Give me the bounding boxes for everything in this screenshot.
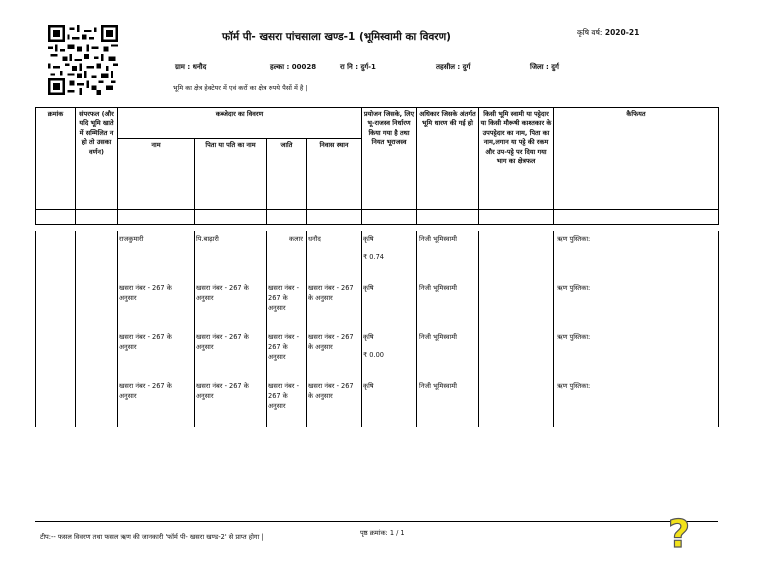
row-right: निजी भूमिस्वामी (419, 382, 457, 390)
header-table (35, 107, 719, 225)
row-father: खसरा नंबर - 267 के अनुसार (196, 284, 249, 303)
crop-year (577, 28, 639, 38)
column-rule (718, 231, 719, 427)
row-residence: धनौद (308, 235, 321, 243)
row-name: खसरा नंबर - 267 के अनुसार (119, 382, 172, 401)
column-rule (75, 231, 76, 427)
row-purpose: कृषि (363, 235, 374, 243)
year-label: कृषि वर्ष: (577, 28, 603, 37)
row-residence: खसरा नंबर - 267 के अनुसार (308, 382, 354, 401)
tehsil: तहसील : दुर्ग (436, 63, 471, 71)
col-tenant: किसी भूमि स्वामी या पट्टेदार या किसी मौरूषी काश्तकार के उपपट्टेदार का नाम, पिता का नाम,लगान या पट्टे की रकम और उप-पट्टे पर दिया गया भाग का क्षेत्रफल (479, 108, 554, 210)
footer-note: टीप:-- फसल विवरण तथा फसल ऋण की जानकारी 'फॉर्म पी- खसरा खण्ड-2' से प्राप्त होगा | (40, 533, 264, 541)
row-residence: खसरा नंबर - 267 के अनुसार (308, 284, 354, 303)
row-residence: खसरा नंबर - 267 के अनुसार (308, 333, 354, 352)
district: जिला : दुर्ग (530, 63, 559, 71)
row-caste: खसरा नंबर - 267 के अनुसार (268, 284, 299, 313)
row-father: पि.बाढ़ारी (196, 235, 219, 243)
row-name: खसरा नंबर - 267 के अनुसार (119, 333, 172, 352)
row-father: खसरा नंबर - 267 के अनुसार (196, 382, 249, 401)
row-purpose: कृषि (363, 382, 374, 390)
col-remarks: कैफियत (554, 108, 719, 210)
row-name: खसरा नंबर - 267 के अनुसार (119, 284, 172, 303)
page-number: पृष्ठ क्रमांक: 1 / 1 (360, 529, 405, 537)
column-rule (266, 231, 267, 427)
row-caste: खसरा नंबर - 267 के अनुसार (268, 382, 299, 411)
row-remarks: ऋण पुस्तिका: (557, 333, 591, 341)
row-father: खसरा नंबर - 267 के अनुसार (196, 333, 249, 352)
revenue-inspector: रा नि : दुर्ग-1 (340, 63, 376, 71)
col-caste: जाति (267, 139, 307, 210)
row-caste: खसरा नंबर - 267 के अनुसार (268, 333, 299, 362)
column-rule (478, 231, 479, 427)
halka: हल्का : 00028 (270, 63, 317, 71)
column-rule (361, 231, 362, 427)
row-purpose: कृषि (363, 333, 374, 341)
col-name: नाम (118, 139, 195, 210)
row-right: निजी भूमिस्वामी (419, 284, 457, 292)
qr-code-icon (47, 25, 119, 95)
col-purpose: प्रयोजन जिसके, लिए भू-राजस्व निर्धारण किया गया है तथा नियत भूराजस्व (362, 108, 417, 210)
col-right: अधिकार जिसके अंतर्गत भूमि धारण की गई हो (417, 108, 479, 210)
col-father: पिता या पति का नाम (195, 139, 267, 210)
footer-divider (35, 521, 718, 522)
column-rule (306, 231, 307, 427)
col-residence: निवास स्थान (307, 139, 362, 210)
question-mark-icon[interactable]: ? (668, 512, 691, 556)
row-name: राजकुमारी (119, 235, 144, 243)
row-remarks: ऋण पुस्तिका: (557, 284, 591, 292)
row-purpose: कृषि (363, 284, 374, 292)
village: ग्राम : धनौद (175, 63, 207, 71)
row-amount: ₹ 0.74 (363, 253, 384, 261)
col-area: संपरफल (और यदि भूमि खाते में सम्मिलित न हो तो उसका वर्णन) (76, 108, 118, 210)
row-caste: कलार (289, 235, 303, 243)
column-rule (194, 231, 195, 427)
column-rule (416, 231, 417, 427)
row-remarks: ऋण पुस्तिका: (557, 235, 591, 243)
form-title: फॉर्म पी- खसरा पांचसाला खण्ड-1 (भूमिस्वामी का विवरण) (222, 31, 451, 43)
row-right: निजी भूमिस्वामी (419, 333, 457, 341)
col-holder-group: कब्जेदार का विवरण (118, 108, 362, 139)
column-rule (117, 231, 118, 427)
year-value: 2020-21 (604, 28, 640, 37)
unit-note: भूमि का क्षेत्र हेक्टेयर में एवं करों का क्षेत्र रुपये पैसों में है | (173, 84, 308, 92)
col-serial: क्रमांक (36, 108, 76, 210)
row-right: निजी भूमिस्वामी (419, 235, 457, 243)
row-amount: ₹ 0.00 (363, 351, 384, 359)
column-rule (553, 231, 554, 427)
column-rule (35, 231, 36, 427)
row-remarks: ऋण पुस्तिका: (557, 382, 591, 390)
